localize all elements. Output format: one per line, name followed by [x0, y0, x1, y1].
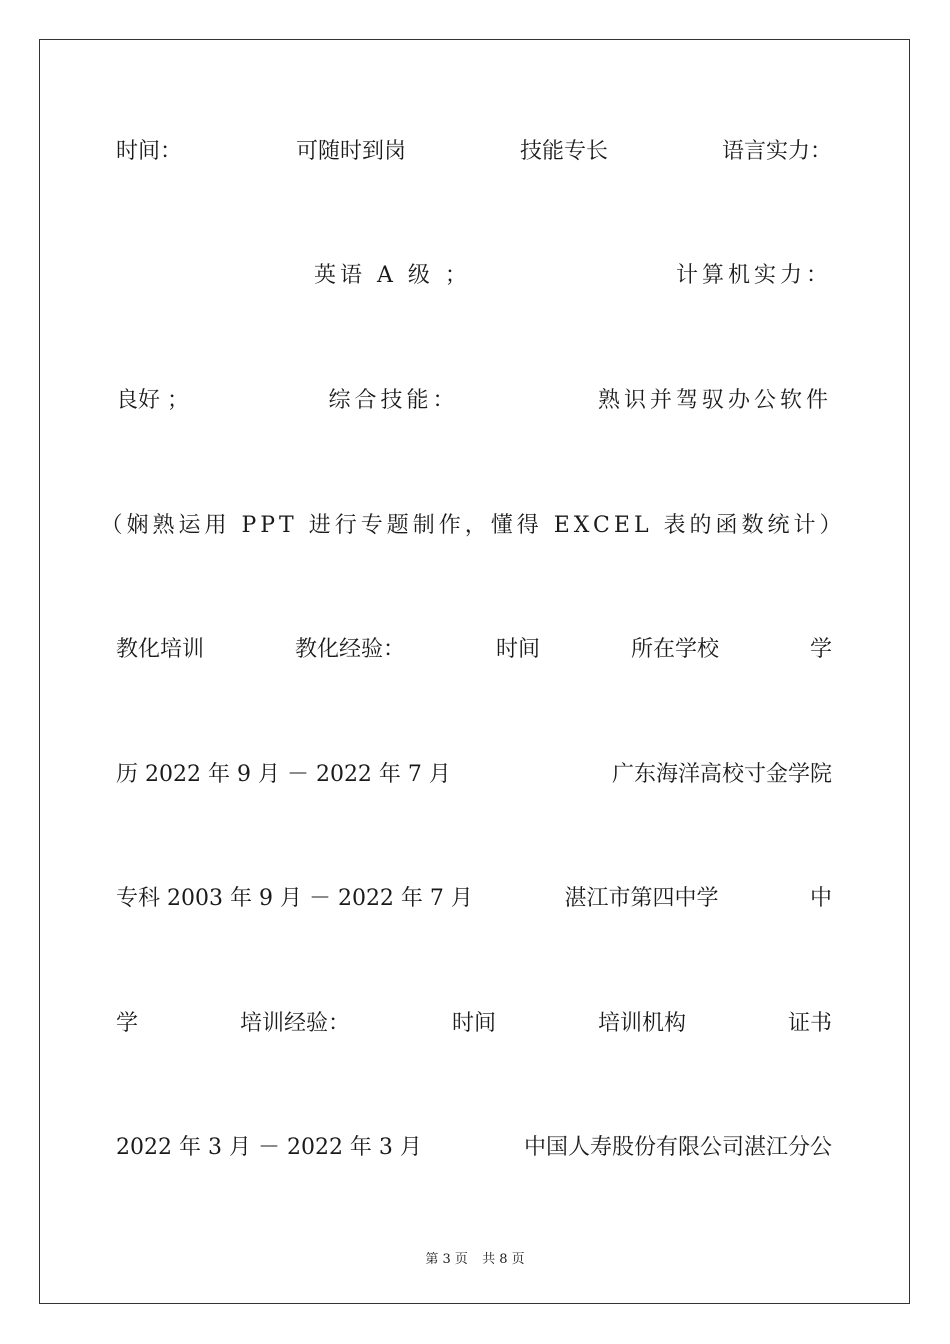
col-training-time: 时间: [451, 1010, 496, 1036]
value-office-software: 熟识并驾驭办公软件: [597, 387, 832, 413]
heading-education: 教化培训: [116, 636, 205, 662]
col-time: 时间: [495, 636, 540, 662]
edu-row-2-dates: 专科 2003 年 9 月 － 2022 年 7 月: [116, 885, 473, 911]
edu-row-1-school: 广东海洋高校寸金学院: [611, 761, 832, 787]
value-availability: 可随时到岗: [295, 138, 406, 164]
label-language: 语言实力：: [721, 138, 832, 164]
value-ppt-excel: （娴熟运用 PPT 进行专题制作，懂得 EXCEL 表的函数统计）: [100, 512, 846, 538]
col-degree-part1: 学: [809, 636, 832, 662]
page-footer: [0, 1248, 950, 1267]
col-school: 所在学校: [630, 636, 719, 662]
page-border: [39, 39, 910, 1304]
text-line-1: [116, 132, 832, 166]
label-general-skills: 综合技能：: [328, 387, 459, 413]
text-line-3: [116, 381, 832, 415]
page-total: 共 8 页: [482, 1252, 525, 1267]
text-line-8: [116, 1004, 832, 1038]
text-line-5: [116, 630, 832, 664]
edu-row-1-dates: 历 2022 年 9 月 － 2022 年 7 月: [116, 761, 451, 787]
value-good: 良好 ；: [116, 387, 189, 413]
training-row-1-org: 中国人寿股份有限公司湛江分公: [523, 1134, 832, 1160]
page-number: 第 3 页: [425, 1252, 468, 1267]
edu-row-2-school: 湛江市第四中学: [564, 885, 719, 911]
value-english-level: 英语 A 级 ；: [314, 262, 471, 288]
heading-skills: 技能专长: [519, 138, 608, 164]
text-line-6: [116, 755, 832, 789]
text-line-7: [116, 879, 832, 913]
col-training-org: 培训机构: [597, 1010, 686, 1036]
edu-row-2-degree: 中: [809, 885, 832, 911]
label-training-exp: 培训经验：: [239, 1010, 350, 1036]
label-time: 时间：: [116, 138, 183, 164]
label-education-exp: 教化经验：: [294, 636, 405, 662]
text-line-4: [100, 506, 846, 540]
label-computer: 计算机实力：: [675, 262, 832, 288]
edu-row-2-degree-cont: 学: [116, 1010, 139, 1036]
training-row-1-dates: 2022 年 3 月 － 2022 年 3 月: [116, 1134, 422, 1160]
col-certificate: 证书: [787, 1010, 832, 1036]
text-line-9: [116, 1128, 832, 1162]
text-line-2: [116, 256, 832, 290]
